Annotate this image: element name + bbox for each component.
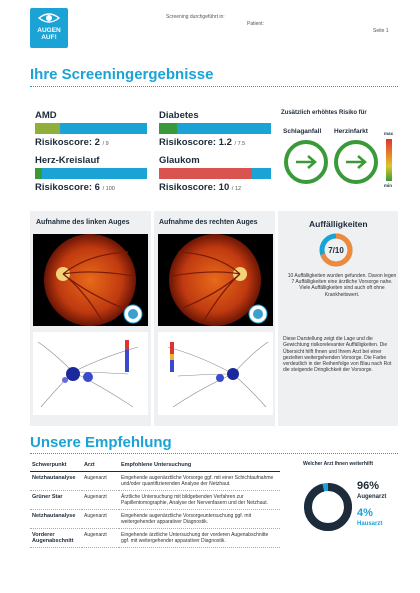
right-eye-title: Aufnahme des rechten Auges xyxy=(159,219,258,226)
arrow-right-icon xyxy=(345,155,367,169)
logo-line1: AUGEN xyxy=(37,27,61,34)
logo-line2: AUF! xyxy=(41,34,57,41)
findings-title: Auffälligkeiten xyxy=(309,219,368,229)
stroke-risk-indicator xyxy=(284,140,328,184)
findings-donut-label: 7/10 xyxy=(328,246,344,255)
table-row xyxy=(30,472,280,491)
risk-score: Risikoscore: 1.2 / 7.5 xyxy=(159,137,246,148)
heart-attack-risk-indicator xyxy=(334,140,378,184)
risk-bar xyxy=(35,168,147,179)
ophthalmologist-share-value: 96% xyxy=(357,480,380,492)
cell-focus: Vorderer Augenabschnitt xyxy=(30,529,82,548)
risk-score: Risikoscore: 2 / 9 xyxy=(35,137,109,148)
gp-share-value: 4% xyxy=(357,507,373,519)
recommendation-table xyxy=(30,459,280,548)
right-eye-heatmap xyxy=(158,332,273,415)
risk-bar-fill xyxy=(159,168,252,179)
risk-name: Glaukom xyxy=(159,155,200,166)
column-header: Schwerpunkt xyxy=(30,459,82,472)
patient-label: Patient: xyxy=(247,21,264,27)
left-eye-title: Aufnahme des linken Auges xyxy=(36,219,130,226)
risk-bar-fill xyxy=(35,168,42,179)
risk-scale-gradient xyxy=(386,139,392,181)
recommendation-title: Unsere Empfehlung xyxy=(30,434,172,451)
findings-text: 10 Auffälligkeiten wurden gefunden. Davon legen 7 Auffälligkeiten eine ärztliche Vorsorge nahe. Viele Auffälligkeiten sind auch oft ohne Krankheitswert. xyxy=(287,273,397,298)
cell-focus: Netzhautanalyse xyxy=(30,472,82,491)
cell-doctor: Augenarzt xyxy=(82,510,119,529)
cell-exam: Eingehende augenärztliche Vorsorge ggf. mit einer Schichtaufnahme und/oder quantifizierenden Analyse der Netzhaut. xyxy=(119,472,280,491)
risk-bar xyxy=(35,123,147,134)
risk-item-cardiovascular xyxy=(35,155,147,193)
risk-item-diabetes xyxy=(159,110,271,148)
divider xyxy=(30,453,398,454)
gp-share-label: Hausarzt xyxy=(357,521,383,527)
findings-donut xyxy=(318,232,354,268)
arrow-right-icon xyxy=(295,155,317,169)
table-row xyxy=(30,510,280,529)
cell-doctor: Augenarzt xyxy=(82,529,119,548)
doctor-share-donut xyxy=(302,481,354,533)
logo xyxy=(30,8,68,48)
risk-bar-fill xyxy=(159,123,177,134)
cell-doctor: Augenarzt xyxy=(82,472,119,491)
extra-risk-title: Zusätzlich erhöhtes Risiko für xyxy=(281,110,367,116)
results-title: Ihre Screeningergebnisse xyxy=(30,66,214,83)
extra-risk-stroke-label: Schlaganfall xyxy=(283,128,322,135)
extra-risk-heart-attack-label: Herzinfarkt xyxy=(334,128,368,135)
risk-name: Diabetes xyxy=(159,110,199,121)
table-row xyxy=(30,529,280,548)
risk-name: Herz-Kreislauf xyxy=(35,155,100,166)
cell-doctor: Augenarzt xyxy=(82,491,119,510)
findings-explanation: Diese Darstellung zeigt die Lage und die Gewichtung risikorelevanter Auffälligkeiten. Die Übersicht hilft Ihnen und Ihrem Arzt bei einer gezielten weitergehenden Vorsorge. Die Farbe verdeutlich in der Reihenfolge von Blau nach Rot die steigende Dringlichkeit der Vorsorge. xyxy=(283,336,392,374)
screening-location-label: Screening durchgeführt in: xyxy=(166,14,225,20)
divider xyxy=(30,86,398,87)
table-row xyxy=(30,491,280,510)
column-header: Empfohlene Untersuchung xyxy=(119,459,280,472)
risk-item-glaucoma xyxy=(159,155,271,193)
cell-focus: Netzhautanalyse xyxy=(30,510,82,529)
cell-focus: Grüner Star xyxy=(30,491,82,510)
risk-bar xyxy=(159,123,271,134)
risk-score: Risikoscore: 10 / 12 xyxy=(159,182,242,193)
risk-item-amd xyxy=(35,110,147,148)
cell-exam: Ärztliche Untersuchung mit bildgebenden Verfahren zur Papillentomographie, Analyse der Nervenfasern und der Netzhaut. xyxy=(119,491,280,510)
cell-exam: Eingehende ärztliche Untersuchung der vorderen Augenabschnitte ggf. mit weitergehender apparativer Diagnostik. xyxy=(119,529,280,548)
scale-max-label: max xyxy=(384,131,394,136)
ophthalmologist-share-label: Augenarzt xyxy=(357,494,387,500)
doctor-share-title: Welcher Arzt Ihnen weiterhilft xyxy=(303,461,374,467)
risk-bar-fill xyxy=(35,123,60,134)
eye-icon xyxy=(38,12,60,24)
risk-bar xyxy=(159,168,271,179)
column-header: Arzt xyxy=(82,459,119,472)
left-eye-fundus-image xyxy=(33,234,148,326)
scale-min-label: min xyxy=(384,183,393,188)
risk-score: Risikoscore: 6 / 100 xyxy=(35,182,115,193)
cell-exam: Eingehende augenärztliche Vorsorgeuntersuchung ggf. mit weitergehender apparativer Diagnostik. xyxy=(119,510,280,529)
risk-name: AMD xyxy=(35,110,57,121)
right-eye-fundus-image xyxy=(158,234,273,326)
left-eye-heatmap xyxy=(33,332,148,415)
page-number: Seite 1 xyxy=(373,28,389,34)
table-header-row xyxy=(30,459,280,472)
